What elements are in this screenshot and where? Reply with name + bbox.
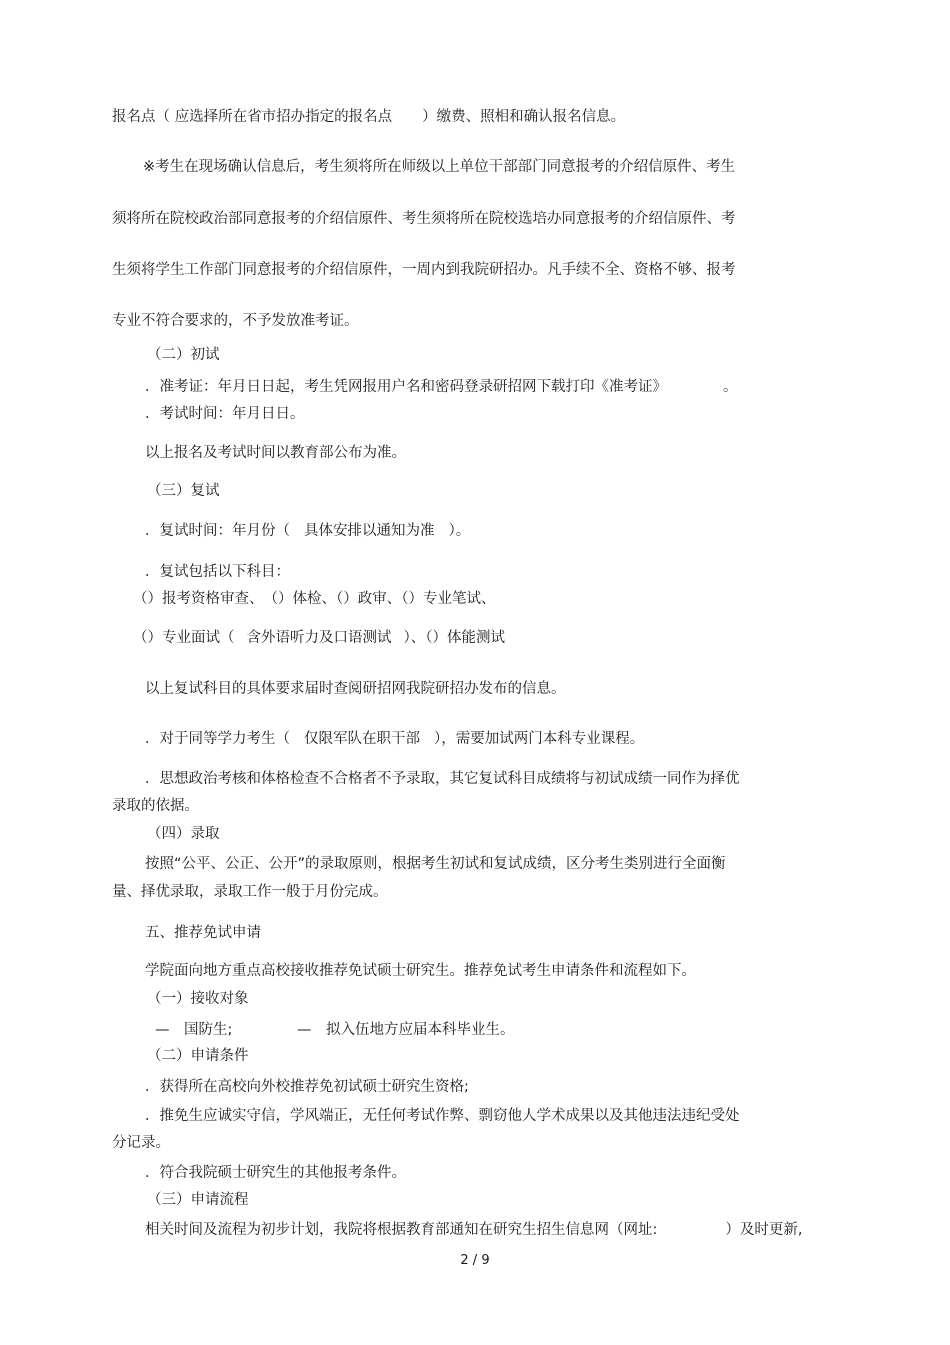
section-heading: （四）录取 bbox=[147, 826, 220, 842]
paragraph-line: 学院面向地方重点高校接收推荐免试硕士研究生。推荐免试考生申请条件和流程如下。 bbox=[145, 963, 696, 979]
text-segment: 相关时间及流程为初步计划，我院将根据教育部通知在研究生招生信息网（网址: bbox=[145, 1222, 658, 1238]
list-item: ．获得所在高校向外校推荐免初试硕士研究生资格; bbox=[145, 1079, 469, 1095]
list-item: — 国防生; bbox=[155, 1022, 233, 1038]
list-item: — 拟入伍地方应届本科毕业生。 bbox=[297, 1022, 515, 1038]
list-item bbox=[145, 377, 738, 397]
list-item: ．推免生应诚实守信，学风端正，无任何考试作弊、剽窃他人学术成果以及其他违法违纪受处 bbox=[145, 1108, 740, 1124]
paragraph-line: 量、择优录取，录取工作一般于月份完成。 bbox=[112, 884, 388, 900]
note-text: 以上报名及考试时间以教育部公布为准。 bbox=[145, 445, 406, 461]
text-segment: （）专业面试（ bbox=[133, 630, 235, 646]
text-segment: ．准考证：年月日日起，考生凭网报用户名和密码登录研招网下载打印《准考证》 bbox=[145, 379, 667, 395]
subsection-heading: （二）申请条件 bbox=[147, 1048, 249, 1064]
text-segment: 报名点（ 应选择所在省市招办指定的报名点 bbox=[112, 109, 393, 125]
page-number: 2 / 9 bbox=[460, 1253, 490, 1268]
paragraph-line bbox=[145, 1220, 803, 1240]
section-heading: （三）复试 bbox=[147, 483, 220, 499]
list-item-continuation: 录取的依据。 bbox=[112, 798, 199, 814]
paragraph-line: ※考生在现场确认信息后，考生须将所在师级以上单位干部部门同意报考的介绍信原件、考生 bbox=[143, 159, 736, 175]
text-segment: ．对于同等学力考生（ bbox=[145, 731, 290, 747]
subsection-heading: （三）申请流程 bbox=[147, 1192, 249, 1208]
paragraph-line bbox=[112, 107, 625, 127]
text-segment: 仅限军队在职干部 bbox=[304, 731, 420, 747]
paragraph-line: 须将所在院校政治部同意报考的介绍信原件、考生须将所在院校选培办同意报考的介绍信原件、考 bbox=[112, 211, 736, 227]
text-segment: ）及时更新, bbox=[725, 1222, 803, 1238]
section-heading: （二）初试 bbox=[147, 347, 220, 363]
paragraph-line: 按照“公平、公正、公开”的录取原则，根据考生初试和复试成绩，区分考生类别进行全面衡 bbox=[145, 856, 726, 872]
list-item bbox=[145, 521, 470, 541]
text-segment: ）。 bbox=[448, 523, 471, 539]
section-heading: 五、推荐免试申请 bbox=[145, 925, 261, 941]
list-item: ．复试包括以下科目： bbox=[145, 564, 290, 580]
list-item bbox=[145, 729, 644, 749]
note-text: 以上复试科目的具体要求届时查阅研招网我院研招办发布的信息。 bbox=[145, 681, 566, 697]
subject-list bbox=[133, 628, 505, 648]
subject-list: （）报考资格审查、 （）体检、（）政审、（）专业笔试、 bbox=[133, 591, 496, 607]
text-segment: ）缴费、照相和确认报名信息。 bbox=[422, 109, 626, 125]
text-segment: 具体安排以通知为准 bbox=[304, 523, 435, 539]
subsection-heading: （一）接收对象 bbox=[147, 991, 249, 1007]
list-item: ．考试时间：年月日日。 bbox=[145, 406, 305, 422]
text-segment: ．复试时间：年月份（ bbox=[145, 523, 290, 539]
text-segment: 。 bbox=[723, 379, 738, 395]
text-segment: ），需要加试两门本科专业课程。 bbox=[434, 731, 645, 747]
text-segment: 含外语听力及口语测试 bbox=[246, 630, 392, 646]
list-item: ．符合我院硕士研究生的其他报考条件。 bbox=[145, 1165, 406, 1181]
list-item: ．思想政治考核和体格检查不合格者不予录取，其它复试科目成绩将与初试成绩一同作为择优 bbox=[145, 771, 740, 787]
text-segment: ）、（）体能测试 bbox=[403, 630, 505, 646]
list-item-continuation: 分记录。 bbox=[112, 1135, 170, 1151]
paragraph-line: 专业不符合要求的，不予发放准考证。 bbox=[112, 313, 359, 329]
paragraph-line: 生须将学生工作部门同意报考的介绍信原件，一周内到我院研招办。凡手续不全、资格不够、报考 bbox=[112, 262, 736, 278]
